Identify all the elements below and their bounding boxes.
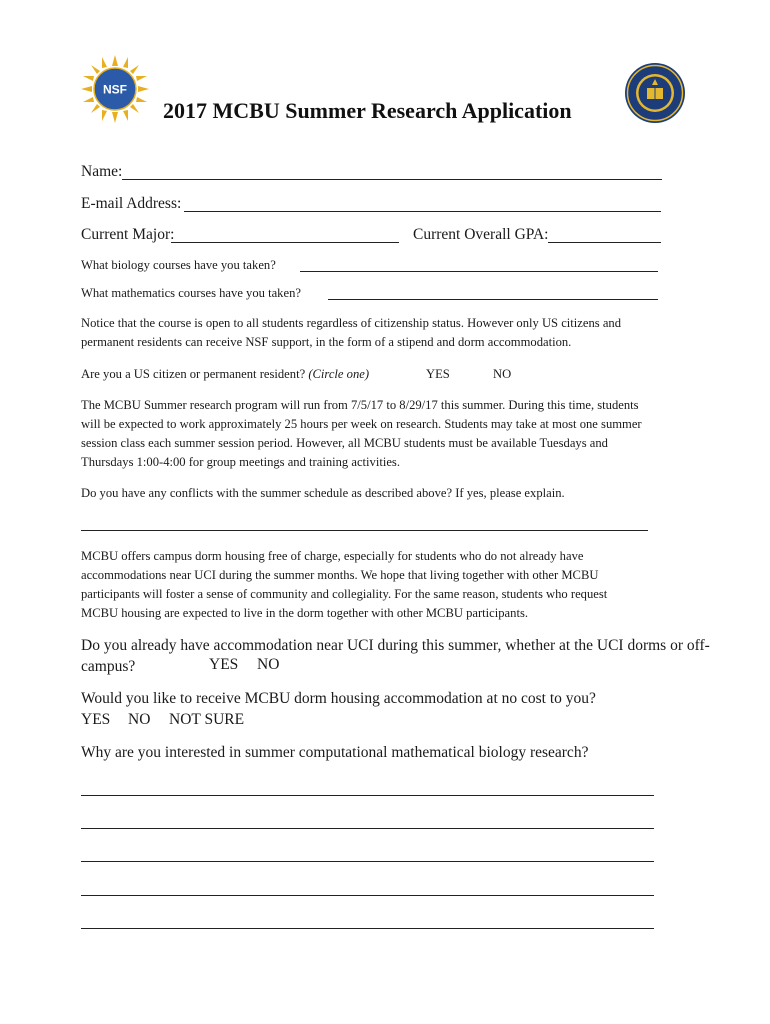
interest-question: Why are you interested in summer computational mathematical biology research?	[81, 744, 589, 761]
notice-line: permanent residents can receive NSF support, in the form of a stipend and dorm accommodation.	[81, 335, 572, 349]
university-seal	[624, 62, 686, 124]
math-field[interactable]	[328, 299, 658, 300]
program-paragraph	[81, 396, 701, 472]
notice-line: Notice that the course is open to all students regardless of citizenship status. However only US citizens and	[81, 316, 622, 330]
accommodation-line: Do you already have accommodation near UCI during this summer, whether at the UCI dorms or off-	[81, 637, 710, 654]
notice-paragraph	[81, 314, 701, 352]
citizen-no-option[interactable]: NO	[493, 367, 512, 381]
email-field[interactable]	[184, 211, 661, 212]
housing-line: participants will foster a sense of community and collegiality. For the same reason, students who request	[81, 587, 608, 601]
nsf-logo-text: NSF	[103, 82, 127, 97]
interest-line-5[interactable]	[81, 928, 654, 929]
accommodation-yes-option[interactable]: YES	[209, 656, 239, 673]
interest-line-3[interactable]	[81, 861, 654, 862]
biology-field[interactable]	[300, 271, 658, 272]
conflicts-field[interactable]	[81, 530, 648, 531]
housing-line: accommodations near UCI during the summer months. We hope that living together with other MCBU	[81, 568, 599, 582]
interest-line-2[interactable]	[81, 828, 654, 829]
major-label: Current Major:	[81, 226, 175, 243]
program-line: session class each summer session period. However, all MCBU students must be available Tuesdays and	[81, 436, 608, 450]
housing-line: MCBU housing are expected to live in the dorm together with other MCBU participants.	[81, 606, 528, 620]
interest-line-1[interactable]	[81, 795, 654, 796]
program-line: will be expected to work approximately 25 hours per week on research. Students may take at most one summer	[81, 417, 642, 431]
name-label: Name:	[81, 163, 123, 180]
accommodation-no-option[interactable]: NO	[257, 656, 280, 673]
housing-line: MCBU offers campus dorm housing free of charge, especially for students who do not already have	[81, 549, 584, 563]
housing-paragraph	[81, 547, 701, 623]
gpa-label: Current Overall GPA:	[413, 226, 549, 243]
dorm-yes-option[interactable]: YES	[81, 711, 111, 728]
program-line: Thursdays 1:00-4:00 for group meetings and training activities.	[81, 455, 400, 469]
gpa-field[interactable]	[548, 242, 661, 243]
major-field[interactable]	[171, 242, 399, 243]
citizen-question-text: Are you a US citizen or permanent resident?	[81, 367, 306, 381]
accommodation-question	[81, 635, 721, 677]
page-title: 2017 MCBU Summer Research Application	[163, 98, 572, 123]
interest-line-4[interactable]	[81, 895, 654, 896]
citizen-yes-option[interactable]: YES	[426, 367, 450, 381]
accommodation-line: campus?	[81, 658, 136, 675]
email-label: E-mail Address:	[81, 195, 182, 212]
math-question: What mathematics courses have you taken?	[81, 286, 301, 300]
program-line: The MCBU Summer research program will run from 7/5/17 to 8/29/17 this summer. During this time, students	[81, 398, 639, 412]
citizen-hint: (Circle one)	[308, 367, 370, 381]
dorm-not-sure-option[interactable]: NOT SURE	[169, 711, 245, 728]
conflicts-question: Do you have any conflicts with the summer schedule as described above? If yes, please explain.	[81, 486, 565, 500]
biology-question: What biology courses have you taken?	[81, 258, 276, 272]
nsf-logo	[80, 54, 150, 124]
citizen-question	[81, 365, 369, 384]
dorm-no-option[interactable]: NO	[128, 711, 151, 728]
dorm-question: Would you like to receive MCBU dorm housing accommodation at no cost to you?	[81, 690, 596, 707]
name-field[interactable]	[122, 179, 662, 180]
